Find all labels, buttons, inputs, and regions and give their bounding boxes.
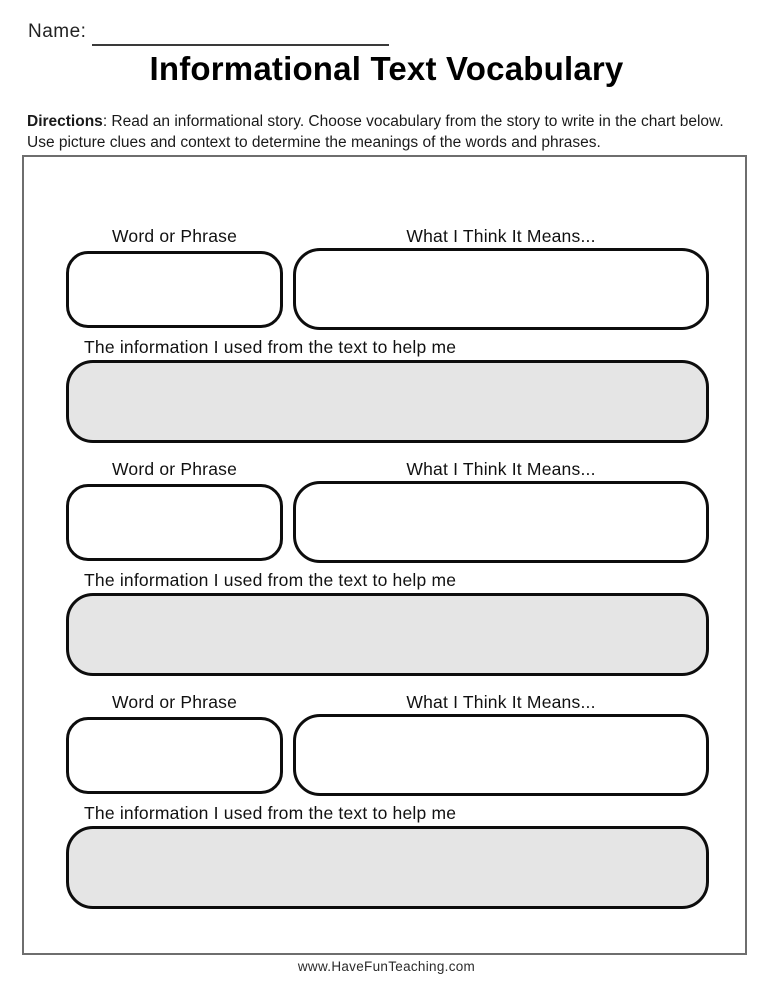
information-used-label: The information I used from the text to help me <box>84 570 457 590</box>
vocab-section-3 <box>0 692 773 910</box>
word-or-phrase-label: Word or Phrase <box>111 692 238 712</box>
directions-body: : Read an informational story. Choose vocabulary from the story to write in the chart below. Use picture clues and context to determine the meanings of the words and phrases. <box>27 113 724 151</box>
information-used-label: The information I used from the text to help me <box>84 337 457 357</box>
vocab-section-2 <box>0 459 773 677</box>
what-it-means-box[interactable] <box>293 248 709 330</box>
page-title: Informational Text Vocabulary <box>149 50 624 87</box>
what-it-means-label: What I Think It Means... <box>406 692 596 712</box>
directions-label: Directions <box>27 113 103 130</box>
what-it-means-label: What I Think It Means... <box>406 459 596 479</box>
what-it-means-label: What I Think It Means... <box>406 226 596 246</box>
name-input[interactable] <box>92 18 389 46</box>
word-or-phrase-label: Word or Phrase <box>111 226 238 246</box>
information-used-box[interactable] <box>66 360 709 443</box>
directions-text <box>27 112 749 153</box>
vocab-section-1 <box>0 226 773 444</box>
information-used-box[interactable] <box>66 826 709 909</box>
what-it-means-box[interactable] <box>293 714 709 796</box>
footer-url: www.HaveFunTeaching.com <box>297 959 476 974</box>
word-or-phrase-label: Word or Phrase <box>111 459 238 479</box>
word-or-phrase-box[interactable] <box>66 251 283 328</box>
word-or-phrase-box[interactable] <box>66 484 283 561</box>
information-used-box[interactable] <box>66 593 709 676</box>
name-label: Name: <box>28 21 87 42</box>
information-used-label: The information I used from the text to help me <box>84 803 457 823</box>
what-it-means-box[interactable] <box>293 481 709 563</box>
word-or-phrase-box[interactable] <box>66 717 283 794</box>
